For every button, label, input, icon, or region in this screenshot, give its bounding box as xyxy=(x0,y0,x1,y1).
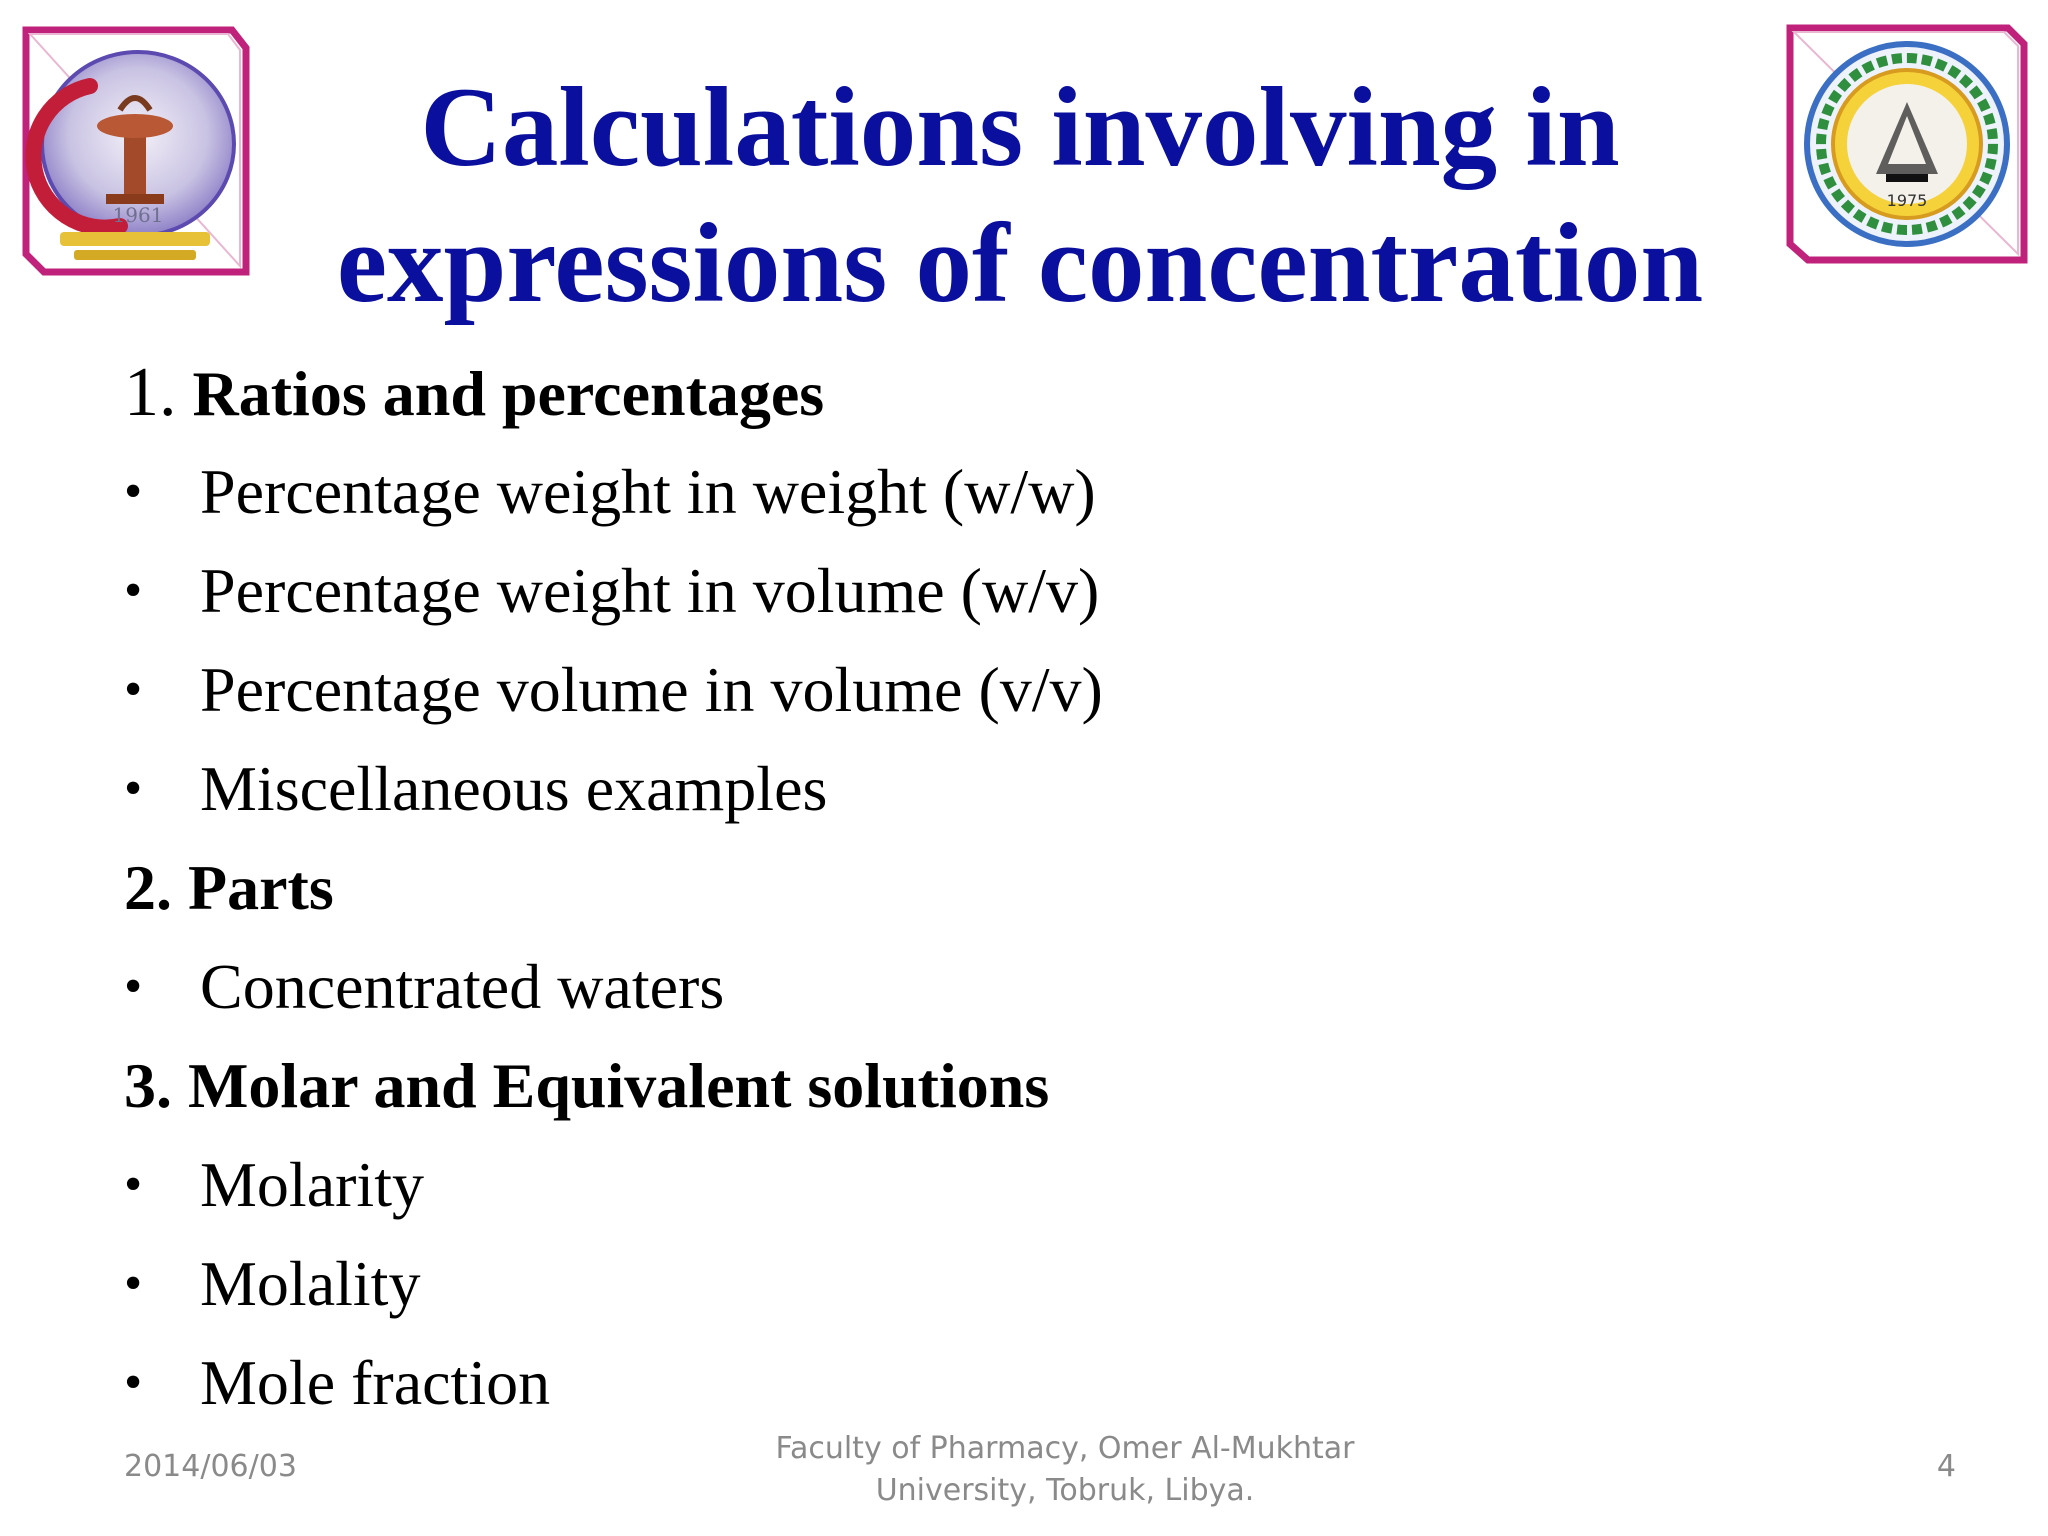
section-heading-1 xyxy=(124,352,1824,451)
bullet-icon: • xyxy=(124,562,143,619)
content-list xyxy=(124,352,1824,1441)
bullet-icon: • xyxy=(124,760,143,817)
bullet-icon: • xyxy=(124,463,143,520)
section-heading-2: 2. Parts xyxy=(124,852,334,923)
bullet-icon: • xyxy=(124,1354,143,1411)
section-number-1: 1. xyxy=(124,354,177,431)
left-logo-year: 1961 xyxy=(112,203,164,227)
list-item xyxy=(124,1144,1824,1243)
university-seal-icon xyxy=(1786,24,2030,264)
bullet-icon: • xyxy=(124,661,143,718)
list-item-text: Miscellaneous examples xyxy=(200,753,828,824)
page-number: 4 xyxy=(1936,1449,1956,1484)
list-item-text: Percentage weight in weight (w/w) xyxy=(200,456,1096,527)
footer-institution xyxy=(700,1428,1430,1512)
list-item-text: Molality xyxy=(200,1248,421,1319)
list-item xyxy=(124,946,1824,1045)
list-item-text: Molarity xyxy=(200,1149,424,1220)
list-item-text: Mole fraction xyxy=(200,1347,551,1418)
list-item xyxy=(124,748,1824,847)
list-item-text: Percentage volume in volume (v/v) xyxy=(200,654,1103,725)
list-item xyxy=(124,1243,1824,1342)
list-item xyxy=(124,649,1824,748)
bullet-icon: • xyxy=(124,958,143,1015)
right-logo-year: 1975 xyxy=(1886,191,1928,210)
title-line-2: expressions of concentration xyxy=(336,201,1704,326)
section-heading-3: 3. Molar and Equivalent solutions xyxy=(124,1050,1050,1121)
title-line-1: Calculations involving in xyxy=(420,65,1620,190)
slide-title xyxy=(260,60,1780,332)
list-item xyxy=(124,1342,1824,1441)
list-item-text: Percentage weight in volume (w/v) xyxy=(200,555,1100,626)
bullet-icon: • xyxy=(124,1156,143,1213)
section-heading-1-text: Ratios and percentages xyxy=(192,358,825,429)
footer-institution-line-2: University, Tobruk, Libya. xyxy=(875,1473,1255,1508)
list-item xyxy=(124,550,1824,649)
list-item xyxy=(124,451,1824,550)
footer-date: 2014/06/03 xyxy=(124,1449,297,1484)
list-item-text: Concentrated waters xyxy=(200,951,725,1022)
faculty-logo-icon xyxy=(20,26,252,278)
bullet-icon: • xyxy=(124,1255,143,1312)
footer-institution-line-1: Faculty of Pharmacy, Omer Al-Mukhtar xyxy=(775,1431,1355,1466)
